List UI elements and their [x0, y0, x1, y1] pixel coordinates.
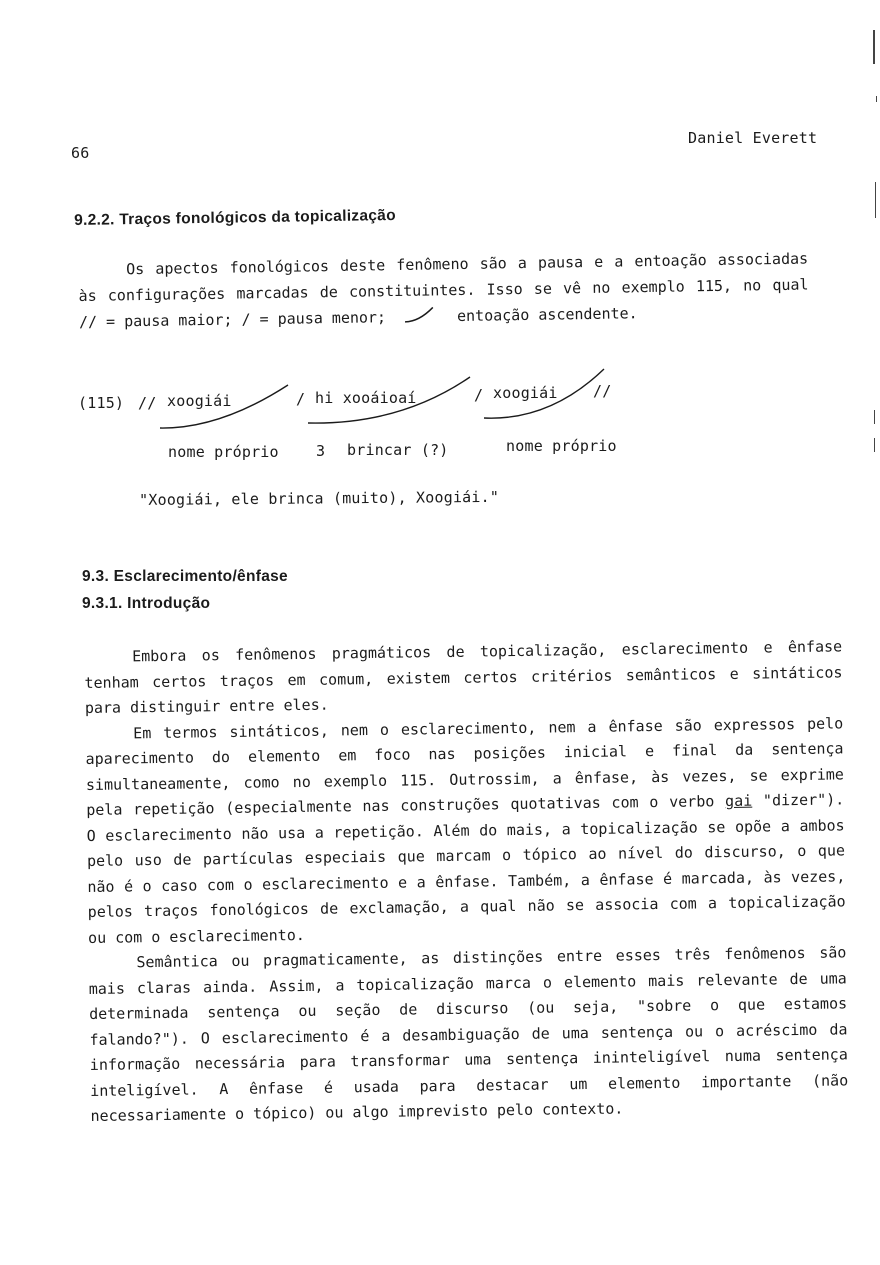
- section-heading-9-2-2: 9.2.2. Traços fonológicos da topicalização: [74, 206, 397, 229]
- intonation-contour-lines: [0, 365, 880, 445]
- pause-major-marker: //: [138, 394, 157, 412]
- paragraph-text-end: entoação ascendente.: [456, 304, 638, 326]
- paragraph-text: Os apectos fonológicos deste fenômeno são a pausa e a entoação associadas às configurações marcadas de constituintes. Isso se vê no exemplo 115, no qual // = pausa maior; / = pausa menor;: [78, 249, 809, 331]
- paragraph: Semântica ou pragmaticamente, as distinções entre esses três fenômenos são mais claras ainda. Assim, a topicalização marca o elemento mais relevante de uma determinada sentença ou seção de discurso (ou seja, "sobre o que estamos falando?"). O esclarecimento é a desambiguação de uma sentença ou o acréscimo da informação necessária para transformar uma sentença ininteligível numa sentença inteligível. A ênfase é usada para destacar um elemento importante (não necessariamente o tópico) ou algo imprevisto pelo contexto.: [88, 943, 849, 1125]
- pause-minor-marker: /: [296, 390, 306, 408]
- paragraph-text: "dizer"). O esclarecimento não usa a repetição. Além do mais, a topicalização se opõe a ambos pelo uso de partículas especiais que marcam o tópico ao nível do discurso, o que não é o caso com o esclarecimento e a ênfase. Também, a ênfase é marcada, às vezes, pelos traços fonológicos de exclamação, a qual não se associa com a topicalização ou com o esclarecimento.: [86, 790, 846, 947]
- example-word: xoogiái: [493, 384, 558, 402]
- paragraph-text: Em termos sintáticos, nem o esclarecimento, nem a ênfase são expressos pelo aparecimento do elemento em foco nas posições inicial e final da sentença simultaneamente, como no exemplo 115. Outrossim, a ênfase, às vezes, se exprime pela repetição (especialmente nas construções quotativas com o verbo: [85, 713, 844, 819]
- gloss: nome próprio: [168, 443, 279, 461]
- section-9-3-1-body: [84, 634, 849, 1129]
- gloss: 3: [316, 442, 326, 460]
- example-number: (115): [78, 394, 125, 412]
- example-word: xoogiái: [167, 392, 232, 410]
- gloss: brincar (?): [347, 441, 449, 459]
- paragraph-phonological-features: [78, 247, 809, 336]
- verb-gai: gai: [724, 791, 753, 811]
- section-heading-9-3: 9.3. Esclarecimento/ênfase: [82, 568, 288, 585]
- pause-major-marker: //: [593, 382, 612, 400]
- paragraph: Embora os fenômenos pragmáticos de topicalização, esclarecimento e ênfase tenham certos traços em comum, existem certos critérios semânticos e sintáticos para distinguir entre eles.: [84, 637, 843, 717]
- rising-intonation-icon: [403, 303, 443, 326]
- paragraph: [85, 711, 846, 951]
- section-heading-9-3-1: 9.3.1. Introdução: [82, 595, 211, 612]
- running-head: Daniel Everett: [688, 129, 818, 147]
- pause-minor-marker: /: [474, 386, 484, 404]
- example-translation: "Xoogiái, ele brinca (muito), Xoogiái.": [139, 487, 500, 509]
- page-number: 66: [71, 144, 90, 162]
- gloss: nome próprio: [506, 437, 617, 455]
- example-word: hi xooáioaí: [315, 389, 417, 407]
